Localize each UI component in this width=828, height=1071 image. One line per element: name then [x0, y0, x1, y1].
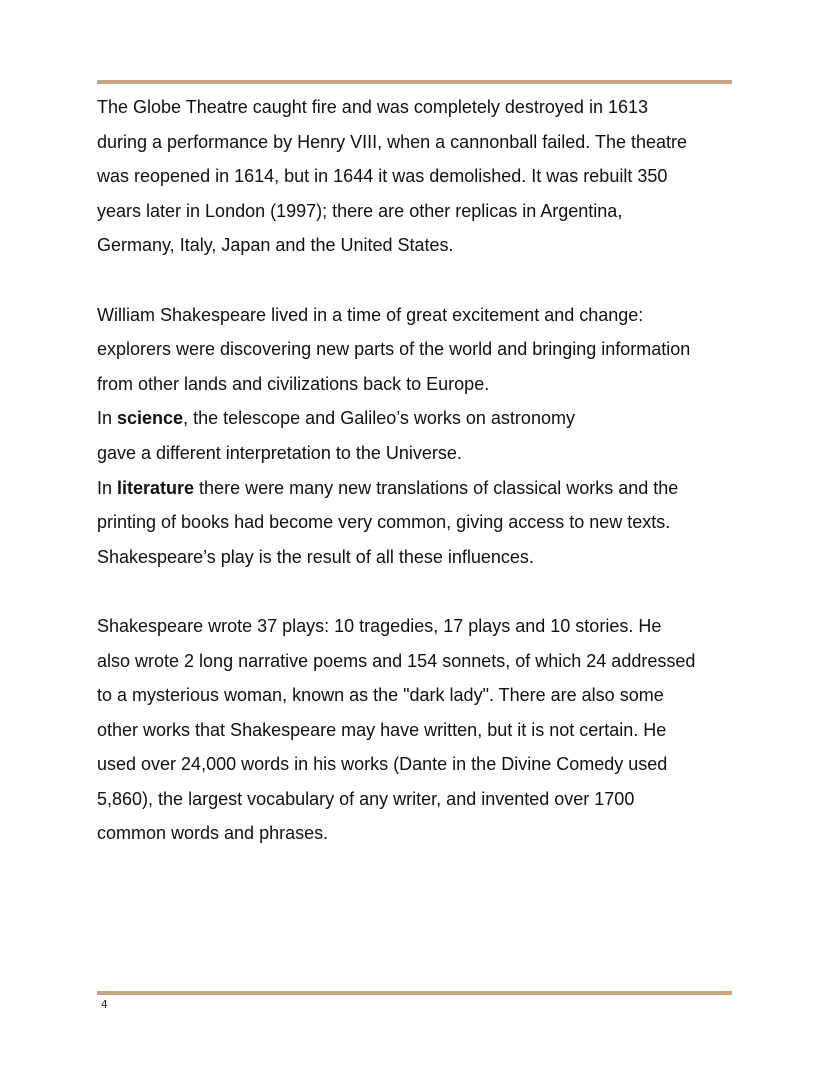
paragraph-shakespeare-times: [97, 298, 747, 575]
literature-keyword: literature: [117, 477, 195, 498]
text-line: Germany, Italy, Japan and the United States.: [97, 235, 454, 256]
text-line: Shakespeare wrote 37 plays: 10 tragedies, 17 plays and 10 stories. He: [97, 615, 662, 636]
text-line: explorers were discovering new parts of the world and bringing information: [97, 339, 691, 360]
text-line: used over 24,000 words in his works (Dante in the Divine Comedy used: [97, 754, 668, 775]
text-line: William Shakespeare lived in a time of great excitement and change:: [97, 304, 644, 325]
science-line-prefix: In: [97, 408, 118, 429]
text-line: common words and phrases.: [97, 823, 329, 844]
science-keyword: science: [117, 408, 184, 429]
literature-line: [97, 471, 747, 506]
top-divider-rule: [97, 80, 732, 84]
text-line: from other lands and civilizations back to Europe.: [97, 373, 490, 394]
science-line: [97, 401, 747, 436]
text-line: during a performance by Henry VIII, when a cannonball failed. The theatre: [97, 131, 688, 152]
text-line: years later in London (1997); there are other replicas in Argentina,: [97, 200, 623, 221]
text-line: 5,860), the largest vocabulary of any writer, and invented over 1700: [97, 788, 635, 809]
text-line: also wrote 2 long narrative poems and 154 sonnets, of which 24 addressed: [97, 650, 696, 671]
page-body: [97, 90, 747, 851]
text-line: Shakespeare’s play is the result of all these influences.: [97, 546, 534, 567]
text-line: printing of books had become very common, giving access to new texts.: [97, 512, 671, 533]
literature-line-rest: there were many new translations of classical works and the: [194, 477, 679, 498]
literature-line-prefix: In: [97, 477, 118, 498]
page-number: 4: [101, 998, 108, 1011]
text-line: was reopened in 1614, but in 1644 it was demolished. It was rebuilt 350: [97, 166, 668, 187]
paragraph-shakespeare-works: [97, 609, 747, 851]
text-line: The Globe Theatre caught fire and was completely destroyed in 1613: [97, 97, 648, 117]
paragraph-gap: [97, 574, 747, 609]
text-line: gave a different interpretation to the Universe.: [97, 442, 462, 463]
bottom-divider-rule: [97, 991, 732, 995]
text-line: to a mysterious woman, known as the "dark lady". There are also some: [97, 685, 664, 706]
paragraph-globe-theatre: [97, 90, 747, 263]
paragraph-gap: [97, 263, 747, 298]
text-line: other works that Shakespeare may have written, but it is not certain. He: [97, 719, 667, 740]
science-line-rest: , the telescope and Galileo’s works on astronomy: [183, 408, 575, 429]
